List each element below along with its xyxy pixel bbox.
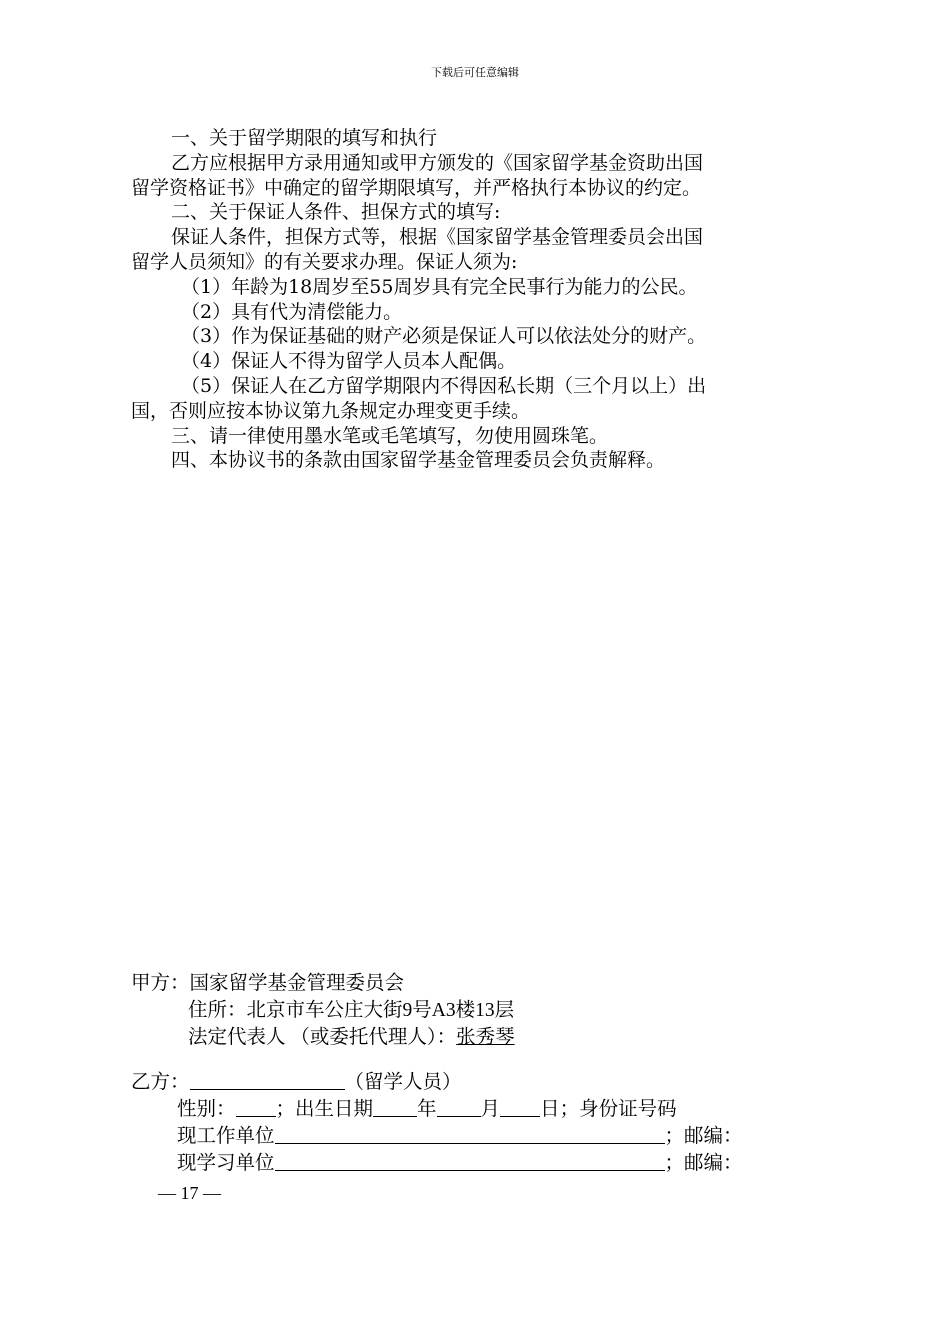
party-b-role: （留学人员） <box>344 1072 462 1093</box>
month-label: 月 <box>480 1099 501 1120</box>
instruction-line: 留学资格证书》中确定的留学期限填写，并严格执行本协议的约定。 <box>131 176 702 199</box>
day-id-label: 日；身份证号码 <box>540 1099 677 1120</box>
work-unit-field[interactable] <box>275 1125 665 1144</box>
section-1-title: 一、关于留学期限的填写和执行 <box>171 127 438 149</box>
birth-day-field[interactable] <box>500 1098 540 1117</box>
study-postcode-label: ；邮编： <box>664 1153 743 1174</box>
party-a-name: 国家留学基金管理委员会 <box>189 973 405 994</box>
birth-label: ；出生日期 <box>275 1099 374 1120</box>
section-4: 四、本协议书的条款由国家留学基金管理委员会负责解释。 <box>171 449 666 472</box>
birth-year-field[interactable] <box>373 1098 417 1117</box>
party-a-block <box>131 970 811 1051</box>
party-a-rep-name: 张秀琴 <box>456 1027 515 1048</box>
party-b-block <box>131 1069 811 1177</box>
page-header: 下载后可任意编辑 <box>431 66 519 79</box>
guarantor-condition-5: （5）保证人在乙方留学期限内不得因私长期（三个月以上）出 <box>181 374 707 397</box>
party-a-address: 住所：北京市车公庄大街9号A3楼13层 <box>188 1000 515 1021</box>
party-a-label: 甲方： <box>131 973 190 994</box>
birth-month-field[interactable] <box>437 1098 481 1117</box>
work-unit-label: 现工作单位 <box>177 1126 275 1147</box>
guarantor-condition-2: （2）具有代为清偿能力。 <box>181 300 403 323</box>
gender-field[interactable] <box>236 1098 276 1117</box>
guarantor-condition-3: （3）作为保证基础的财产必须是保证人可以依法处分的财产。 <box>181 325 707 348</box>
party-b-name-field[interactable] <box>190 1071 345 1090</box>
gender-label: 性别： <box>177 1099 236 1120</box>
page-number: — 17 — <box>158 1183 221 1203</box>
instruction-line: 国，否则应按本协议第九条规定办理变更手续。 <box>131 399 531 422</box>
section-2-title: 二、关于保证人条件、担保方式的填写: <box>171 201 501 224</box>
year-label: 年 <box>417 1099 437 1120</box>
fill-instructions <box>131 126 811 473</box>
instruction-line: 乙方应根据甲方录用通知或甲方颁发的《国家留学基金资助出国 <box>171 151 704 174</box>
study-unit-label: 现学习单位 <box>177 1153 275 1174</box>
party-a-rep-label: 法定代表人 （或委托代理人）： <box>188 1027 457 1048</box>
guarantor-condition-1: （1）年龄为18周岁至55周岁具有完全民事行为能力的公民。 <box>181 275 698 298</box>
section-3: 三、请一律使用墨水笔或毛笔填写，勿使用圆珠笔。 <box>171 424 609 447</box>
instruction-line: 留学人员须知》的有关要求办理。保证人须为: <box>131 250 518 273</box>
party-b-label: 乙方： <box>131 1072 190 1093</box>
study-unit-field[interactable] <box>275 1152 665 1171</box>
guarantor-condition-4: （4）保证人不得为留学人员本人配偶。 <box>181 350 517 373</box>
instruction-line: 保证人条件，担保方式等，根据《国家留学基金管理委员会出国 <box>171 226 704 249</box>
work-postcode-label: ；邮编： <box>664 1126 743 1147</box>
